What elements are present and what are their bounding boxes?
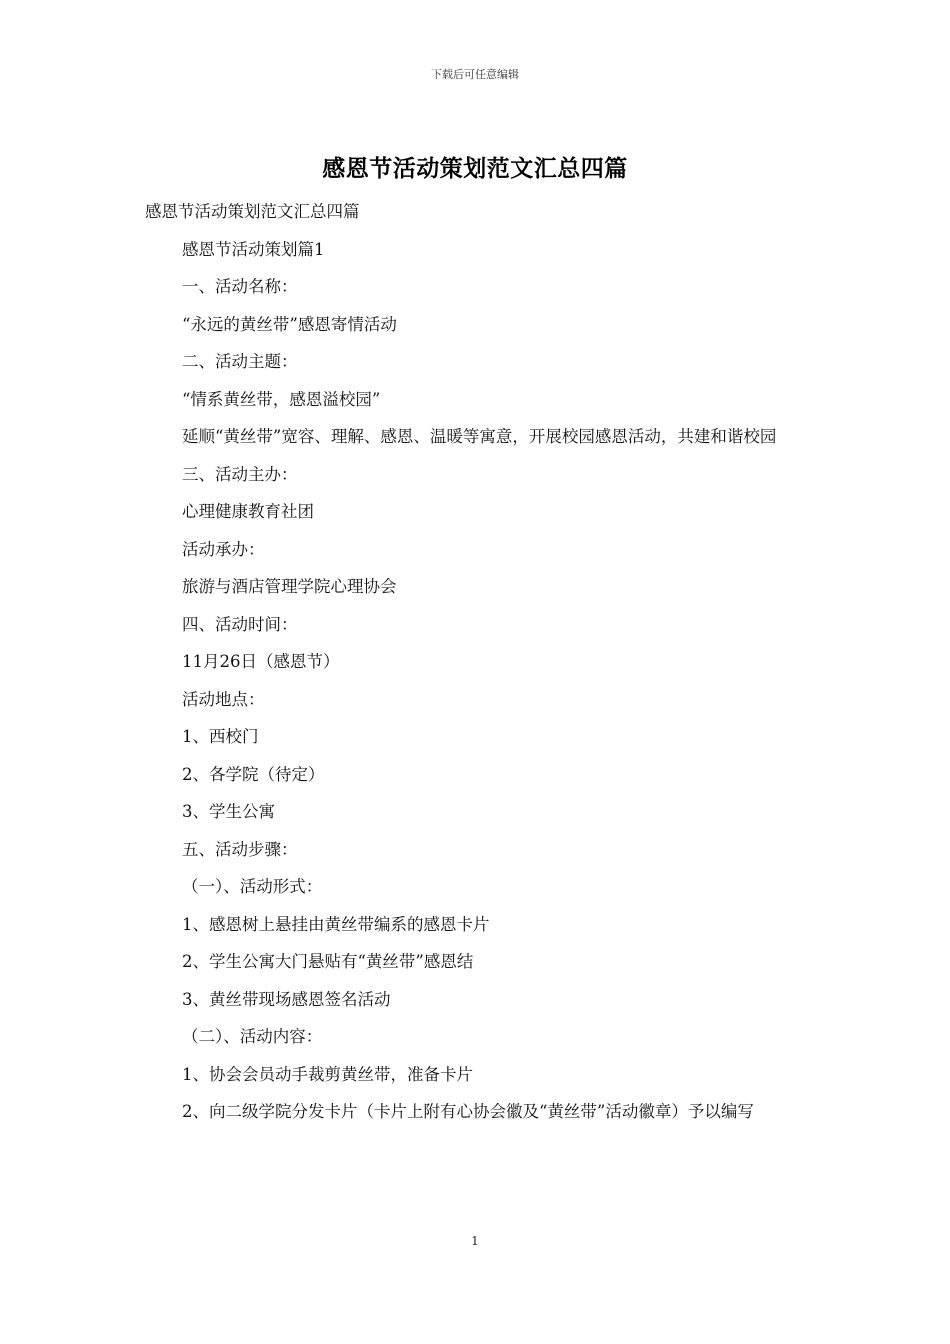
paragraph: 四、活动时间：: [182, 614, 298, 634]
paragraph: 3、学生公寓: [182, 802, 275, 821]
paragraph: 1、感恩树上悬挂由黄丝带编系的感恩卡片: [182, 914, 490, 934]
paragraph: 心理健康教育社团: [182, 502, 314, 521]
page-header: 下载后可任意编辑: [431, 68, 519, 81]
paragraph: 延顺“黄丝带”宽容、理解、感恩、温暖等寓意，开展校园感恩活动，共建和谐校园: [182, 427, 777, 446]
document-title: 感恩节活动策划范文汇总四篇: [322, 156, 628, 182]
paragraph: 二、活动主题：: [182, 352, 298, 371]
paragraph: 1、西校门: [182, 727, 259, 746]
paragraph: 三、活动主办：: [182, 464, 298, 484]
paragraph: 一、活动名称：: [182, 277, 298, 296]
paragraph: 活动地点：: [182, 689, 265, 709]
paragraph: “情系黄丝带，感恩溢校园”: [182, 389, 381, 409]
paragraph: 活动承办：: [182, 539, 265, 559]
paragraph: （二）、活动内容：: [182, 1027, 323, 1046]
paragraph: 2、向二级学院分发卡片（卡片上附有心协会徽及“黄丝带”活动徽章）予以编写: [182, 1102, 754, 1121]
paragraph: 旅游与酒店管理学院心理协会: [182, 577, 397, 596]
paragraph: 五、活动步骤：: [182, 839, 298, 859]
paragraph: 感恩节活动策划范文汇总四篇: [145, 202, 360, 221]
paragraph: 11月26日（感恩节）: [182, 652, 340, 671]
page-number: 1: [471, 1234, 479, 1248]
paragraph: 2、各学院（待定）: [182, 764, 325, 784]
paragraph: “永远的黄丝带”感恩寄情活动: [182, 314, 397, 334]
document-body: [145, 193, 807, 1131]
paragraph: （一）、活动形式：: [182, 877, 323, 896]
paragraph: 感恩节活动策划篇1: [182, 239, 325, 259]
paragraph: 1、协会会员动手裁剪黄丝带，准备卡片: [182, 1064, 473, 1084]
paragraph: 3、黄丝带现场感恩签名活动: [182, 989, 391, 1009]
paragraph: 2、学生公寓大门悬贴有“黄丝带”感恩结: [182, 952, 474, 971]
